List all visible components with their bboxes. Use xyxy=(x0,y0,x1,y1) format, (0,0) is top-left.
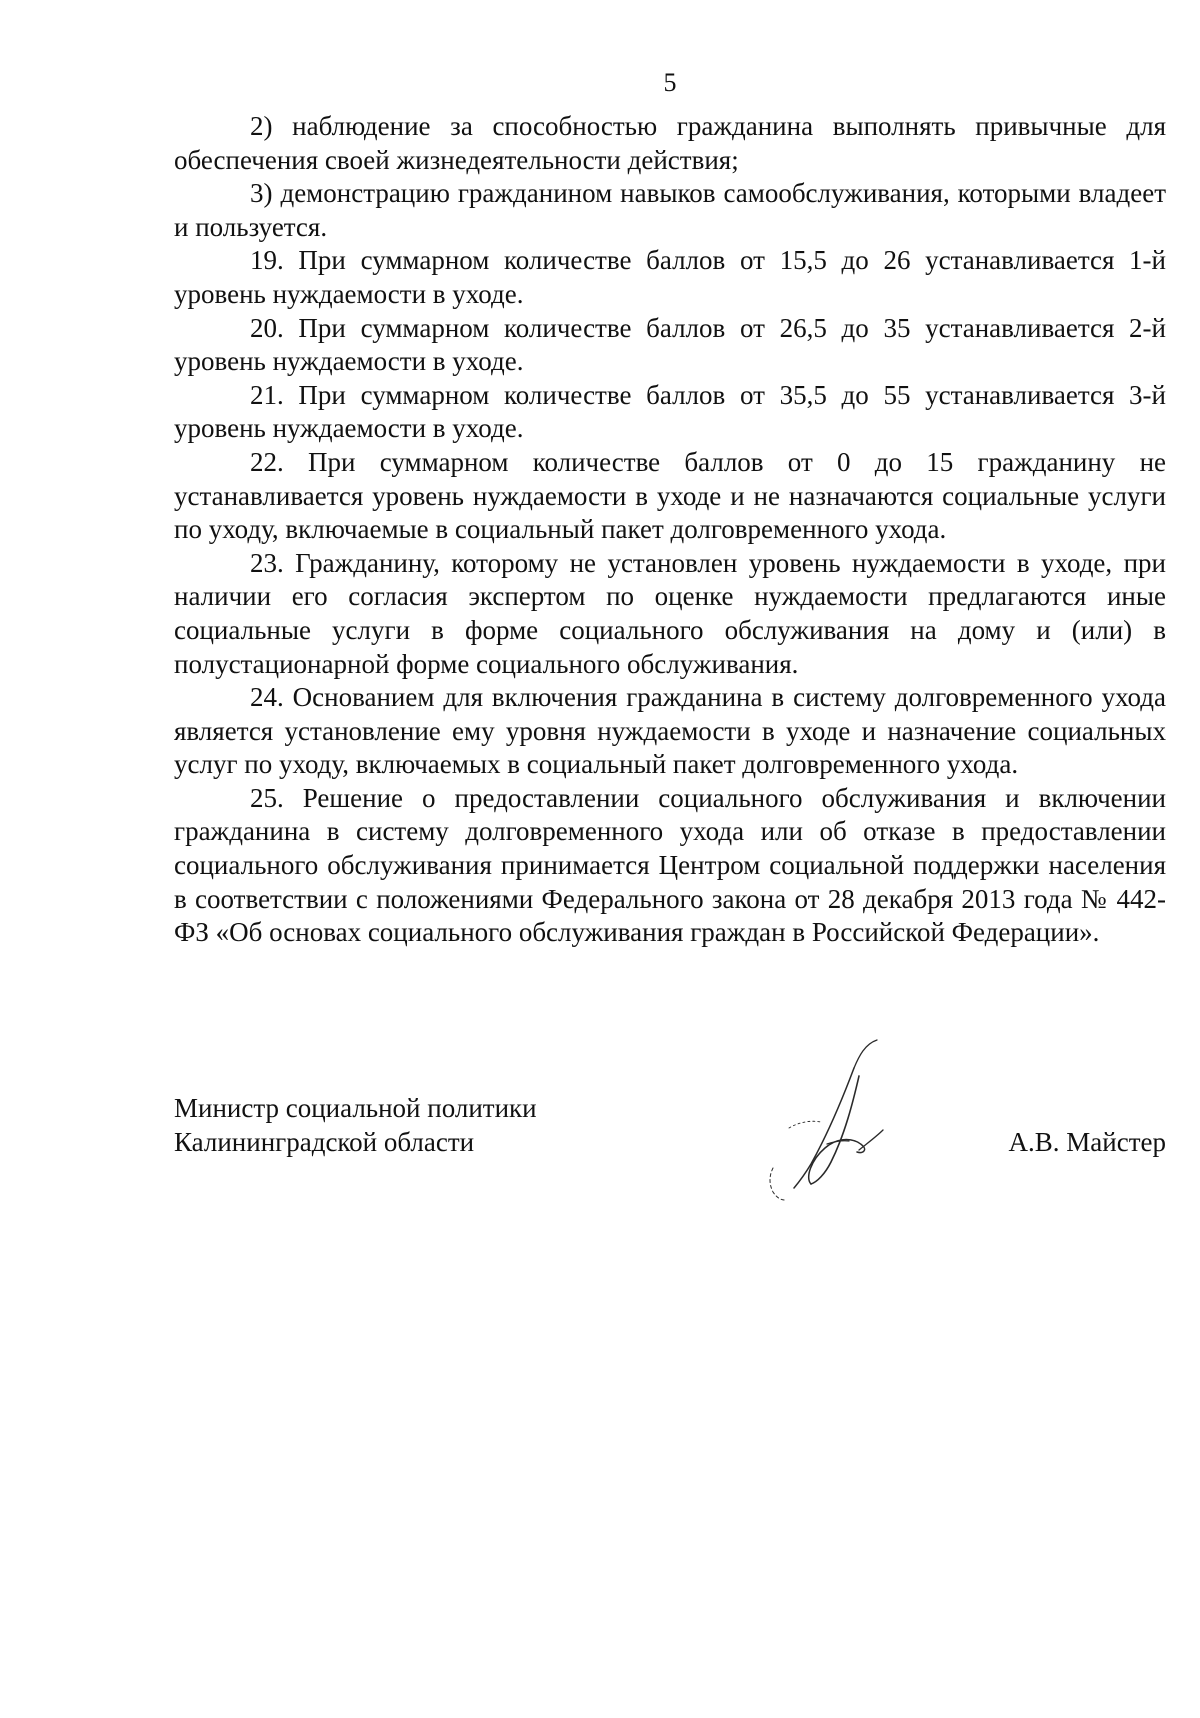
signatory-title xyxy=(174,1092,537,1159)
document-body xyxy=(174,110,1166,950)
signature-block xyxy=(174,1092,1166,1212)
signatory-name: А.В. Майстер xyxy=(1008,1126,1166,1157)
signatory-title-line2: Калининградской области xyxy=(174,1126,475,1157)
paragraph-item-3: 3) демонстрацию гражданином навыков самообслуживания, которыми владеет и пользуется. xyxy=(174,178,1166,242)
paragraph-24: 24. Основанием для включения гражданина в систему долговременного ухода является установление ему уровня нуждаемости в уходе и назначение социальных услуг по уходу, включаемых в социальный пакет долговременного ухода. xyxy=(174,682,1166,780)
paragraph-20: 20. При суммарном количестве баллов от 26,5 до 35 устанавливается 2-й уровень нуждаемости в уходе. xyxy=(174,312,1166,377)
paragraph-21: 21. При суммарном количестве баллов от 35,5 до 55 устанавливается 3-й уровень нуждаемости в уходе. xyxy=(174,379,1166,444)
paragraph-19: 19. При суммарном количестве баллов от 15,5 до 26 устанавливается 1-й уровень нуждаемости в уходе. xyxy=(174,245,1166,309)
paragraph-item-2: 2) наблюдение за способностью гражданина выполнять привычные для обеспечения своей жизнедеятельности действия; xyxy=(174,111,1166,175)
paragraph-25: 25. Решение о предоставлении социального обслуживания и включении гражданина в систему долговременного ухода или об отказе в предоставлении социального обслуживания принимается Центром социальной поддержки населения в соответствии с положениями Федерального закона от 28 декабря 2013 года № 442-ФЗ «Об основах социального обслуживания граждан в Российской Федерации». xyxy=(174,782,1166,948)
signatory-title-line1: Министр социальной политики xyxy=(174,1093,537,1123)
handwritten-signature xyxy=(759,1032,909,1207)
page-number: 5 xyxy=(663,68,677,97)
paragraph-22: 22. При суммарном количестве баллов от 0 до 15 гражданину не устанавливается уровень нуждаемости в уходе и не назначаются социальные услуги по уходу, включаемые в социальный пакет долговременного ухода. xyxy=(174,446,1166,545)
paragraph-23: 23. Гражданину, которому не установлен уровень нуждаемости в уходе, при наличии его согласия экспертом по оценке нуждаемости предлагаются иные социальные услуги в форме социального обслуживания на дому и (или) в полустационарной форме социального обслуживания. xyxy=(174,547,1166,679)
